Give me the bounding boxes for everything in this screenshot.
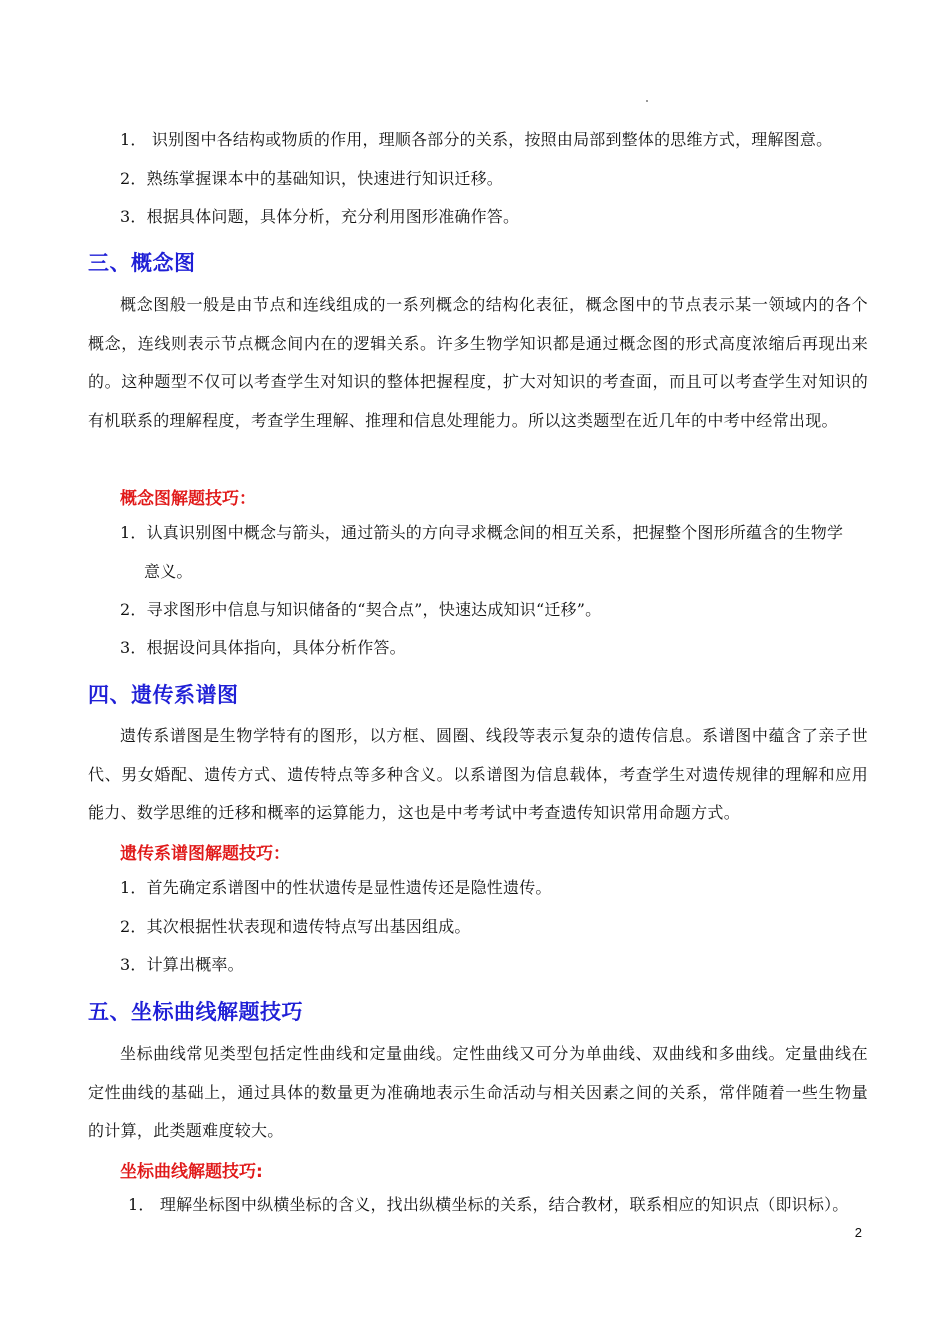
- section-heading-coordinate-curve: 五、坐标曲线解题技巧: [88, 1000, 303, 1024]
- list-item: 3．根据设问具体指向，具体分析作答。: [120, 638, 406, 657]
- list-item: 2．其次根据性状表现和遗传特点写出基因组成。: [120, 917, 471, 936]
- section-paragraph: 概念图般一般是由节点和连线组成的一系列概念的结构化表征，概念图中的节点表示某一领域内的各个概念，连线则表示节点概念间内在的逻辑关系。许多生物学知识都是通过概念图的形式高度浓缩后再现出来的。这种题型不仅可以考查学生对知识的整体把握程度，扩大对知识的考查面，而且可以考查学生对知识的有机联系的理解程度，考查学生理解、推理和信息处理能力。所以这类题型在近几年的中考中经常出现。: [88, 295, 868, 430]
- tip-title: 概念图解题技巧：: [120, 489, 256, 509]
- section-heading-pedigree: 四、遗传系谱图: [88, 683, 239, 707]
- list-item: 1． 识别图中各结构或物质的作用，理顺各部分的关系，按照由局部到整体的思维方式，理解图意。: [120, 130, 833, 149]
- stray-dot: [646, 100, 648, 102]
- section-heading-concept-map: 三、概念图: [88, 251, 196, 275]
- list-item: 1． 理解坐标图中纵横坐标的含义，找出纵横坐标的关系，结合教材，联系相应的知识点（即识标）。: [128, 1195, 849, 1214]
- list-item: 2．寻求图形中信息与知识储备的“契合点”，快速达成知识“迁移”。: [120, 600, 602, 619]
- list-item: 2．熟练掌握课本中的基础知识，快速进行知识迁移。: [120, 169, 503, 188]
- list-item: 3．根据具体问题，具体分析，充分利用图形准确作答。: [120, 207, 520, 226]
- section-paragraph: 坐标曲线常见类型包括定性曲线和定量曲线。定性曲线又可分为单曲线、双曲线和多曲线。定量曲线在定性曲线的基础上，通过具体的数量更为准确地表示生命活动与相关因素之间的关系，常伴随着一些生物量的计算，此类题难度较大。: [88, 1044, 868, 1141]
- tip-title: 坐标曲线解题技巧:: [120, 1162, 263, 1182]
- list-item: 3．计算出概率。: [120, 955, 244, 974]
- list-item: 1．认真识别图中概念与箭头，通过箭头的方向寻求概念间的相互关系，把握整个图形所蕴含的生物学 意义。: [120, 523, 844, 581]
- list-item: 1．首先确定系谱图中的性状遗传是显性遗传还是隐性遗传。: [120, 878, 552, 897]
- page-number: 2: [854, 1225, 862, 1240]
- section-paragraph: 遗传系谱图是生物学特有的图形，以方框、圆圈、线段等表示复杂的遗传信息。系谱图中蕴含了亲子世代、男女婚配、遗传方式、遗传特点等多种含义。以系谱图为信息载体，考查学生对遗传规律的理解和应用能力、数学思维的迁移和概率的运算能力，这也是中考考试中考查遗传知识常用命题方式。: [88, 726, 868, 823]
- tip-title: 遗传系谱图解题技巧：: [120, 844, 290, 864]
